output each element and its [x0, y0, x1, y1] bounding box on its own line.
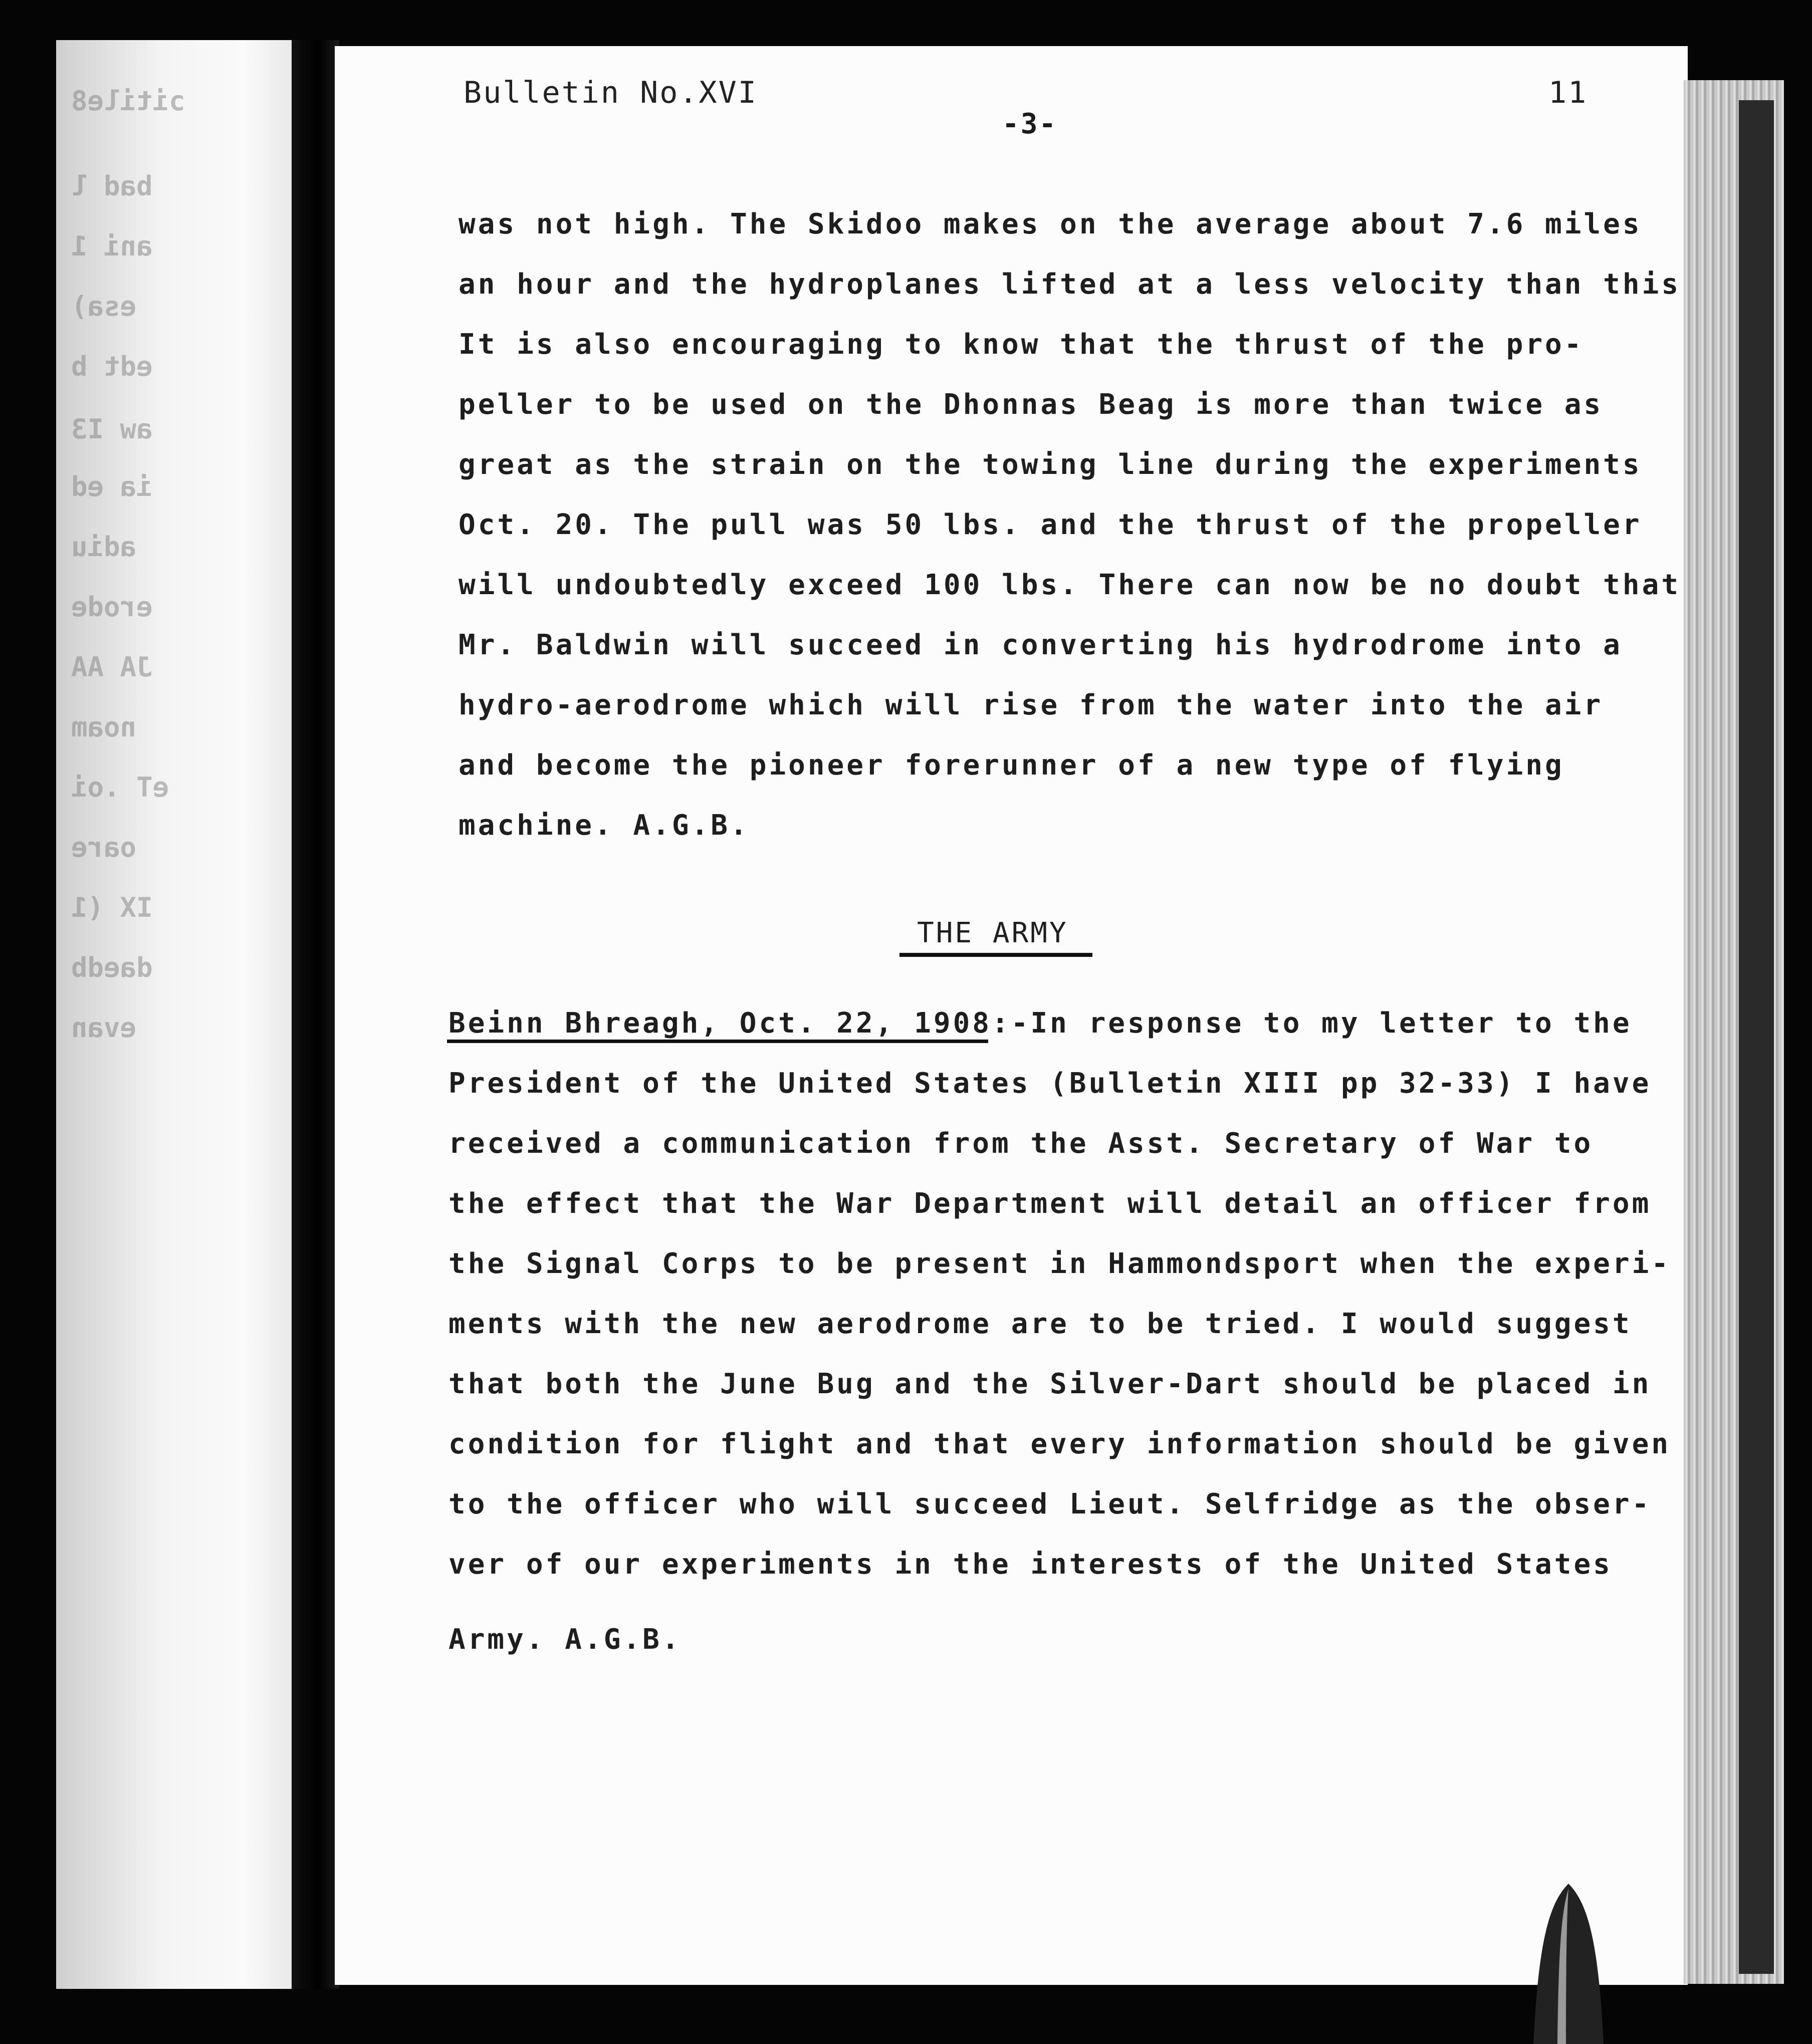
paragraph-line: and become the pioneer forerunner of a new type of flying — [459, 749, 1564, 782]
paragraph-line: ver of our experiments in the interests of the United States — [448, 1548, 1613, 1581]
paragraph-line: was not high. The Skidoo makes on the average about 7.6 miles — [459, 208, 1642, 240]
page-number: -3- — [1002, 108, 1058, 140]
paragraph-line: the effect that the War Department will detail an officer from — [448, 1187, 1652, 1220]
paragraph-line: machine. A.G.B. — [459, 809, 750, 842]
paragraph-line: an hour and the hydroplanes lifted at a less velocity than this — [459, 268, 1681, 301]
ghost-text: daedb — [71, 952, 153, 983]
paragraph-line: will undoubtedly exceed 100 lbs. There can now be no doubt that — [459, 569, 1681, 601]
paragraph-line: condition for flight and that every information should be given — [448, 1428, 1671, 1460]
heading-underline — [899, 953, 1092, 957]
paragraph-line: to the officer who will succeed Lieut. Selfridge as the obser- — [448, 1488, 1652, 1520]
paragraph-line: peller to be used on the Dhonnas Beag is more than twice as — [459, 388, 1604, 421]
ghost-text: erode — [71, 591, 153, 623]
paragraph-line: Army. A.G.B. — [448, 1623, 682, 1656]
folio-number: 11 — [1548, 75, 1588, 110]
bulletin-title: Bulletin No.XVI — [464, 75, 758, 110]
ghost-text: oare — [71, 832, 137, 863]
book-gutter — [292, 40, 339, 1989]
ghost-text: bad l — [71, 170, 153, 202]
paragraph-line: ments with the new aerodrome are to be tried. I would suggest — [448, 1308, 1632, 1340]
ghost-text: adiu — [71, 531, 137, 563]
paragraph-line: Mr. Baldwin will succeed in converting his hydrodrome into a — [459, 629, 1623, 661]
paragraph-line: It is also encouraging to know that the thrust of the pro- — [459, 328, 1584, 361]
dateline-underline — [447, 1040, 988, 1043]
section-heading: THE ARMY — [917, 917, 1068, 949]
paragraph-line: received a communication from the Asst. Secretary of War to — [448, 1127, 1594, 1160]
ghost-text: edt b — [71, 351, 153, 382]
ghost-text: noam — [71, 711, 137, 743]
ghost-text: evan — [71, 1012, 137, 1044]
paragraph-line: Oct. 20. The pull was 50 lbs. and the thrust of the propeller — [459, 508, 1642, 541]
ghost-text: ani 1 — [71, 230, 153, 262]
paragraph-line: President of the United States (Bulletin XIII pp 32-33) I have — [448, 1067, 1652, 1100]
pen-tip-icon — [1518, 1884, 1619, 2044]
ghost-text: ɔitile8 — [71, 85, 185, 117]
ghost-text: eT .oi — [71, 772, 169, 803]
page-edge-shadow — [1739, 100, 1774, 1974]
ghost-text: IX (1 — [71, 892, 153, 923]
ghost-text: esa) — [71, 291, 137, 322]
paragraph-line: that both the June Bug and the Silver-Dart should be placed in — [448, 1368, 1652, 1400]
ghost-text: JA AA — [71, 651, 153, 683]
paragraph-line: great as the strain on the towing line during the experiments — [459, 448, 1642, 481]
paragraph-line: the Signal Corps to be present in Hammondsport when the experi- — [448, 1247, 1671, 1280]
ghost-text: aw I3 — [71, 413, 153, 445]
paragraph-line: hydro-aerodrome which will rise from the water into the air — [459, 689, 1604, 721]
paragraph-line: Beinn Bhreagh, Oct. 22, 1908:-In response to my letter to the — [448, 1007, 1632, 1040]
ghost-text: ia ed — [71, 471, 153, 502]
adjacent-page — [56, 40, 292, 1989]
